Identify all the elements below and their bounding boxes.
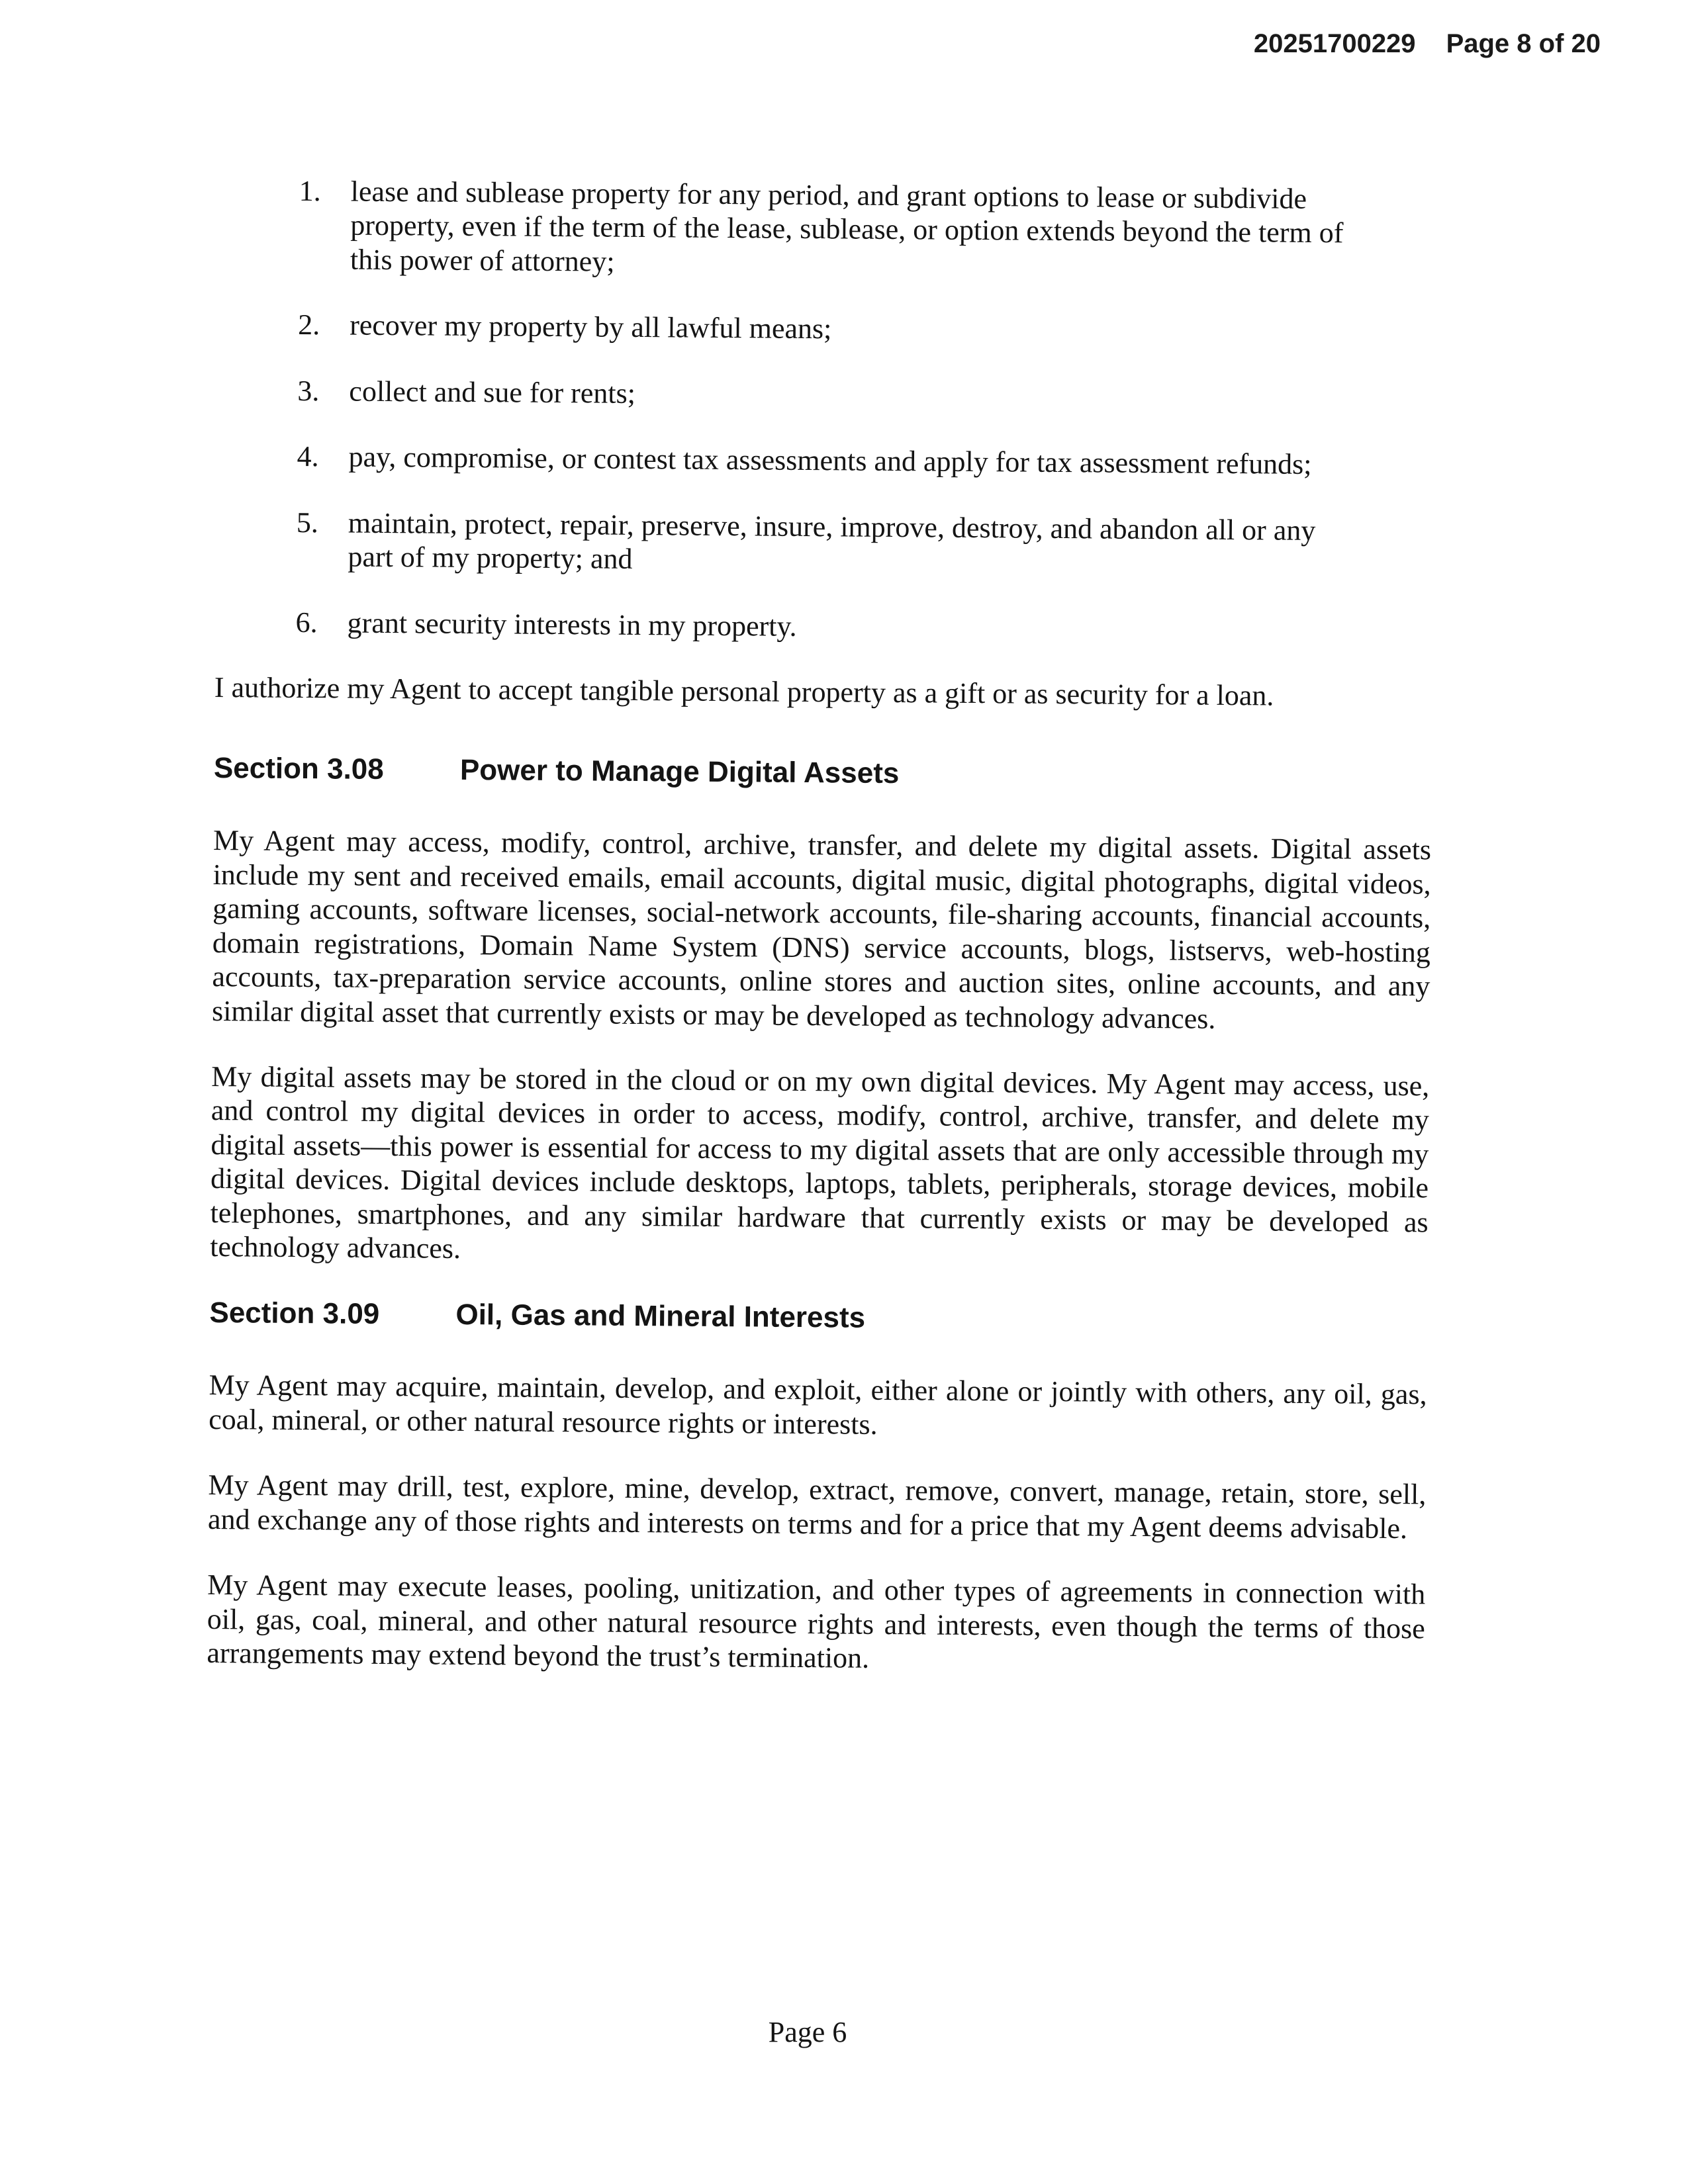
section-number: Section 3.08	[213, 751, 384, 786]
list-item-text: maintain, protect, repair, preserve, insure, improve, destroy, and abandon all or any part of my property; and	[348, 506, 1316, 576]
list-item	[216, 373, 1434, 417]
list-item	[218, 173, 1436, 285]
digital-devices-paragraph: My digital assets may be stored in the cloud or on my own digital devices. My Agent may access, use, and control my digital devices in order to access, modify, control, archive, transfer, and delete my digital assets—this power is essential for access to my digital assets that are only accessible through my digital devices. Digital devices include desktops, laptops, tablets, peripherals, storage devices, mobile telephones, smartphones, and any similar hardware that currently exists or may be developed as technology advances.	[210, 1060, 1430, 1265]
powers-list	[214, 173, 1436, 649]
oil-gas-acquire-paragraph: My Agent may acquire, maintain, develop, and exploit, either alone or jointly with others, any oil, gas, coal, mineral, or other natural resource rights or interests.	[209, 1369, 1427, 1441]
digital-assets-paragraph: My Agent may access, modify, control, archive, transfer, and delete my digital assets. Digital assets include my sent and received emails, email accounts, digital music, digital photographs, digital videos, gaming accounts, software licenses, social-network accounts, file-sharing accounts, financial accounts, domain registrations, Domain Name System (DNS) service accounts, blogs, listservs, web-hosting accounts, tax-preparation service accounts, online stores and auction sites, online accounts, and any similar digital asset that currently exists or may be developed as technology advances.	[211, 824, 1432, 1035]
list-item-number: 1.	[299, 174, 321, 208]
list-item-text: lease and sublease property for any period, and grant options to lease or subdivide property, even if the term of the lease, sublease, or option extends beyond the term of this power of attorney;	[350, 175, 1344, 278]
list-item	[217, 307, 1435, 351]
authorize-paragraph: I authorize my Agent to accept tangible personal property as a gift or as security for a loan.	[214, 671, 1274, 712]
document-header	[1254, 29, 1601, 59]
list-item-text: recover my property by all lawful means;	[350, 308, 832, 345]
list-item-text: collect and sue for rents;	[349, 375, 636, 410]
list-item-number: 4.	[297, 440, 319, 473]
oil-gas-leases-paragraph: My Agent may execute leases, pooling, unitization, and other types of agreements in connection with oil, gas, coal, mineral, and other natural resource rights and interests, even though the terms of those arrangements may extend beyond the trust’s termination.	[207, 1569, 1426, 1674]
section-title: Oil, Gas and Mineral Interests	[455, 1298, 866, 1334]
page-number-footer: Page 6	[768, 2016, 847, 2048]
oil-gas-drill-paragraph: My Agent may drill, test, explore, mine, develop, extract, remove, convert, manage, retain, store, sell, and exchange any of those rights and interests on terms and for a price that my Agent deems advisable.	[207, 1469, 1427, 1545]
list-item	[215, 505, 1434, 582]
section-number: Section 3.09	[209, 1296, 380, 1330]
list-item-number: 2.	[298, 308, 320, 341]
list-item	[216, 439, 1434, 482]
section-3-09-heading	[209, 1296, 1427, 1340]
page-of-total: Page 8 of 20	[1446, 29, 1601, 58]
section-title: Power to Manage Digital Assets	[459, 753, 900, 790]
document-body	[207, 173, 1436, 1711]
document-number: 20251700229	[1253, 29, 1416, 58]
list-item-number: 5.	[296, 506, 319, 539]
list-item-number: 6.	[295, 606, 318, 639]
list-item-number: 3.	[297, 374, 320, 408]
section-3-08-heading	[214, 751, 1432, 795]
list-item-text: pay, compromise, or contest tax assessments and apply for tax assessment refunds;	[348, 440, 1312, 481]
list-item-text: grant security interests in my property.	[347, 606, 797, 643]
list-item	[214, 605, 1432, 649]
